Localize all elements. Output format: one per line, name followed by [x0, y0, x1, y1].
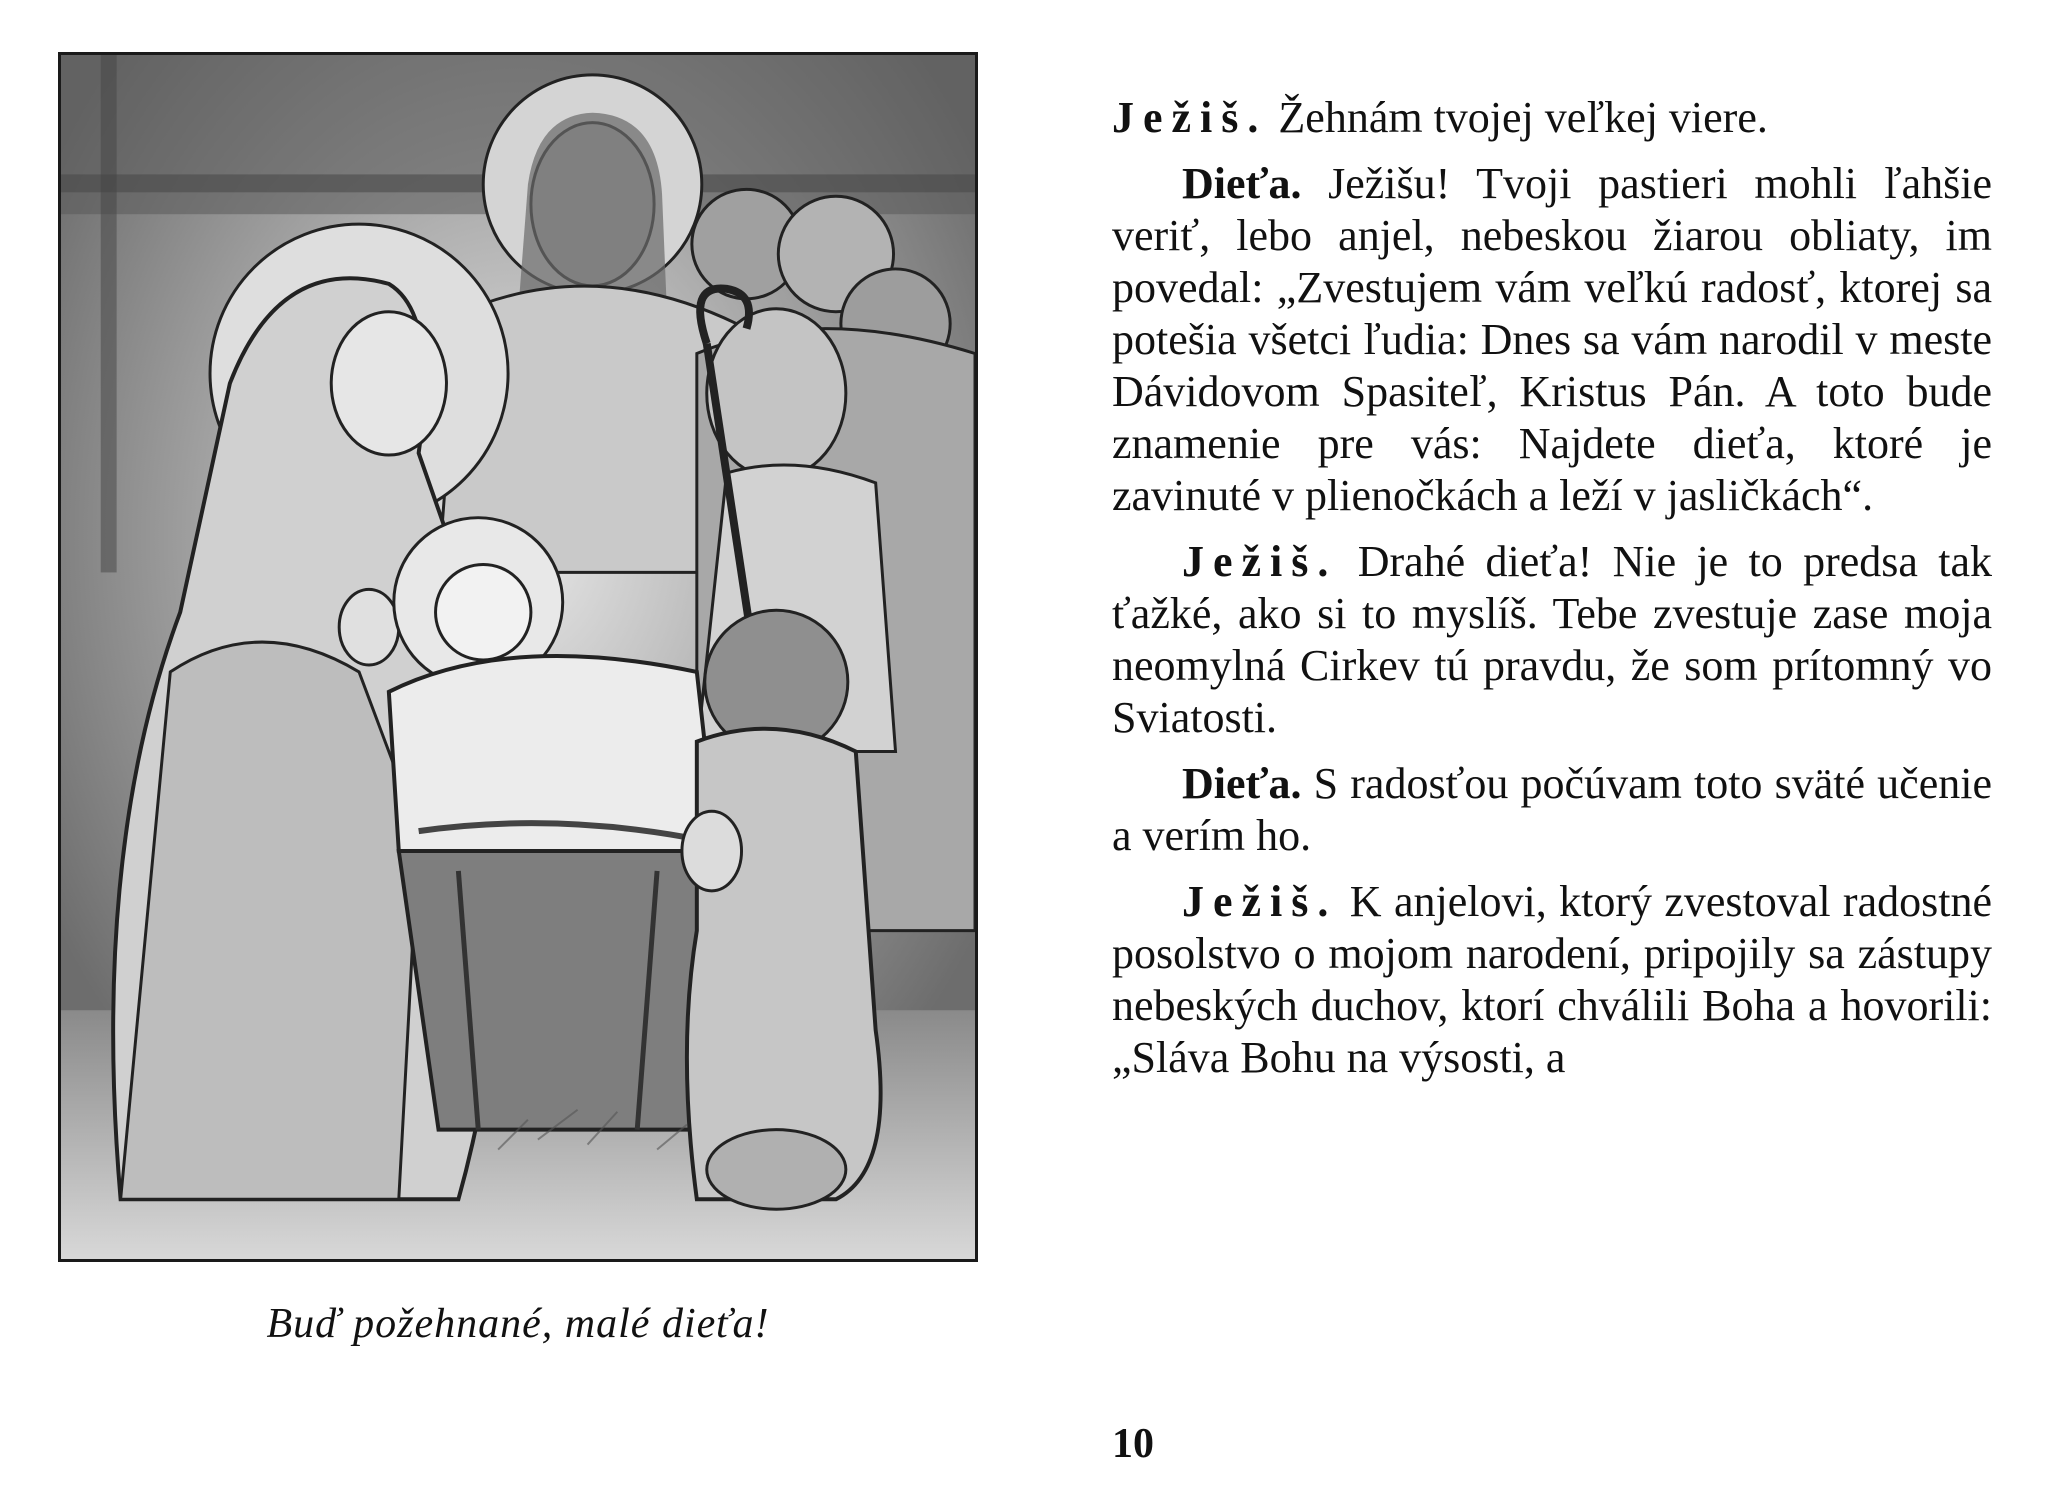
speaker-label: Ježiš.	[1182, 877, 1338, 926]
paragraph-3	[1112, 758, 1992, 862]
speaker-label: Ježiš.	[1112, 93, 1268, 142]
nativity-engraving-image	[61, 55, 975, 1259]
paragraph-0	[1112, 92, 1992, 144]
paragraph-1	[1112, 158, 1992, 522]
paragraph-text: Ježišu! Tvoji pastieri mohli ľahšie veriť, lebo anjel, nebeskou žiarou obliaty, im povedal: „Zvestujem vám veľkú radosť, ktorej sa potešia všetci ľudia: Dnes sa vám narodil v meste Dávidovom Spasiteľ, Kristus Pán. A toto bude znamenie pre vás: Najdete dieťa, ktoré je zavinuté v plienočkách a leží v jasličkách“.	[1112, 159, 1992, 520]
paragraph-text: K anjelovi, ktorý zvestoval radostné posolstvo o mojom narodení, pripojily sa zástupy nebeských duchov, ktorí chválili Boha a hovorili: „Sláva Bohu na výsosti, a	[1112, 877, 1992, 1082]
speaker-label: Ježiš.	[1182, 537, 1338, 586]
paragraph-text: S radosťou počúvam toto sväté učenie a verím ho.	[1112, 759, 1992, 860]
paragraph-4	[1112, 876, 1992, 1084]
page-number: 10	[1112, 1421, 1154, 1467]
nativity-illustration	[58, 52, 978, 1262]
paragraph-text: Drahé dieťa! Nie je to predsa tak ťažké, ako si to myslíš. Tebe zvestuje zase moja neomylná Cirkev tú pravdu, že som prítomný vo Sviatosti.	[1112, 537, 1992, 742]
illustration-caption: Buď požehnané, malé dieťa!	[266, 1301, 770, 1347]
paragraph-text: Žehnám tvojej veľkej viere.	[1267, 93, 1768, 142]
dialogue-text-column	[1112, 92, 1992, 1098]
speaker-label: Dieťa.	[1182, 159, 1302, 208]
paragraph-2	[1112, 536, 1992, 744]
speaker-label: Dieťa.	[1182, 759, 1302, 808]
